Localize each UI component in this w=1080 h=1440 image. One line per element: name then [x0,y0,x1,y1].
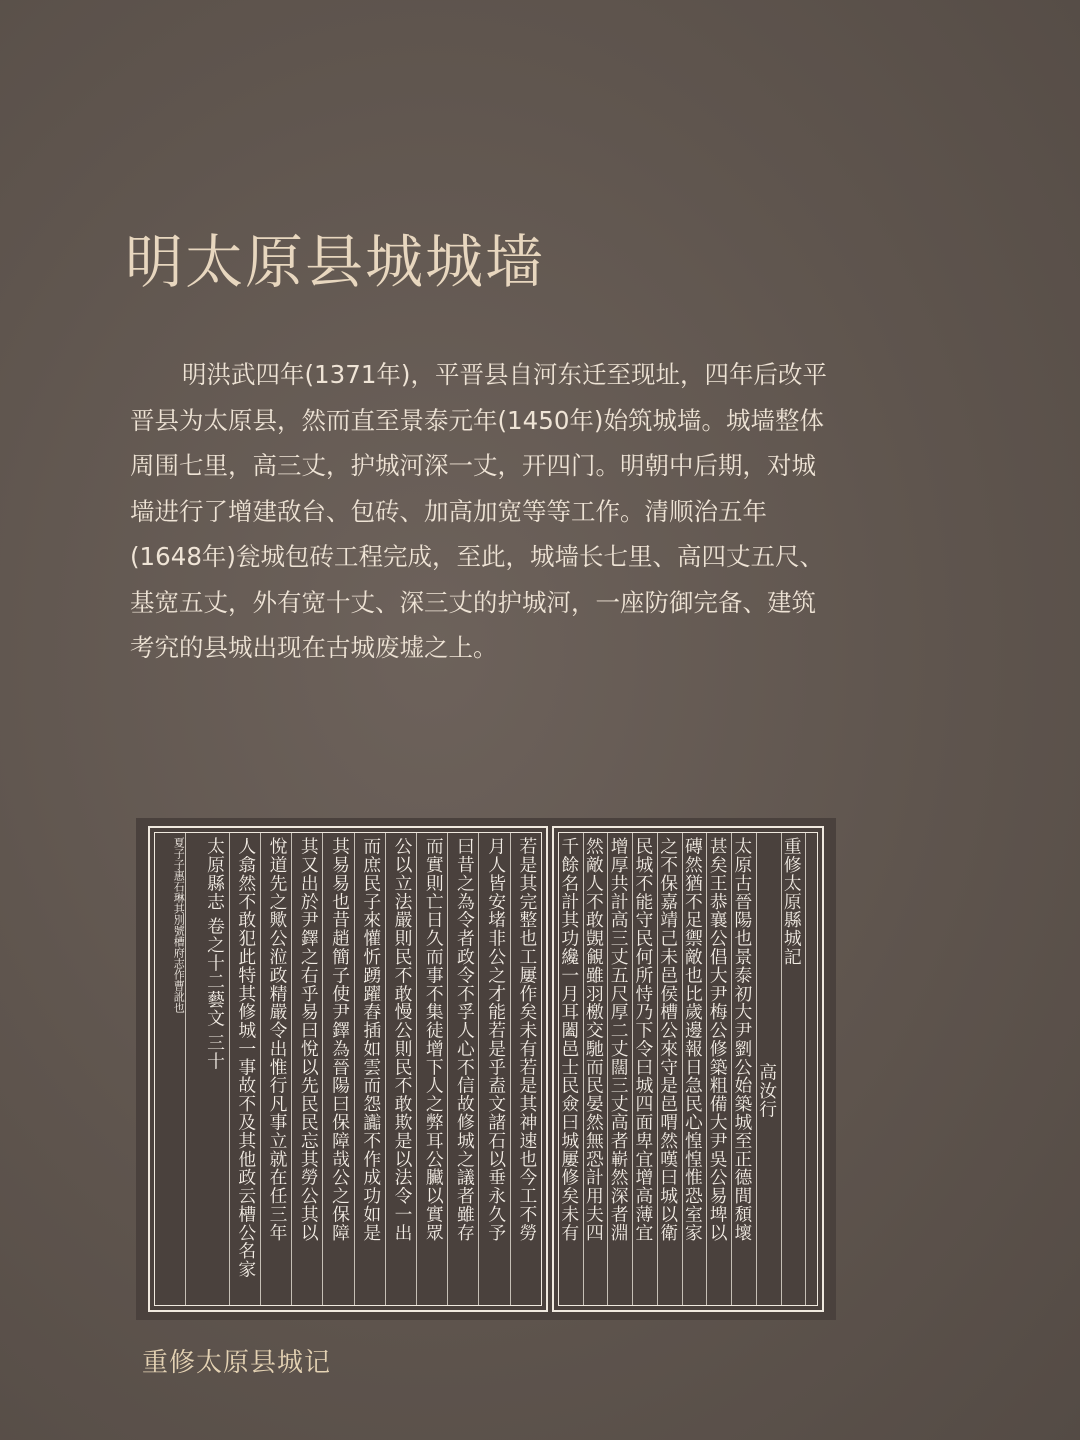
document-right-page [552,826,824,1312]
book-title: 太原縣志 [204,837,226,911]
document-title: 重修太原縣城記 [781,833,806,1305]
text-column: 太原古晉陽也景泰初大尹劉公始築城至正德間頹壞 [731,833,756,1305]
panel-title: 明太原县城城墙 [125,228,546,296]
text-column: 月人皆安堵非公之才能若是乎盍文諸石以垂永久予 [478,833,509,1305]
blank-column [805,833,817,1305]
body-line: 明洪武四年(1371年)，平晋县自河东迁至现址，四年后改平 [182,360,827,389]
body-line: (1648年)瓮城包砖工程完成，至此，城墙长七里、高四丈五尺、 [130,542,824,571]
document-caption: 重修太原县城记 [142,1348,332,1378]
body-line: 周围七里，高三丈，护城河深一丈，开四门。明朝中后期，对城 [130,451,816,480]
text-column: 磚然猶不足禦敵也比歲邊報日急民心惶惶惟恐室家 [682,833,707,1305]
margin-note: 夏子子惠石琳其別號槽府志作曹訛也 [172,837,186,1013]
text-column: 增厚共計高三丈五尺厚二丈闊三丈高者嶄然深者淵 [607,833,632,1305]
page-number: 三十 [204,1033,226,1071]
body-line: 基宽五丈，外有宽十丈、深三丈的护城河，一座防御完备、建筑 [130,587,816,617]
body-line: 晋县为太原县，然而直至景泰元年(1450年)始筑城墙。城墙整体 [130,405,824,435]
text-column: 然敵人不敢覬覦雖羽檄交馳而民晏然無恐計用夫四 [583,833,608,1305]
text-column: 若是其完整也工屢作矣未有若是其神速也今工不勞 [510,833,541,1305]
text-column: 曰昔之為令者政令不孚人心不信故修城之議者雖存 [447,833,478,1305]
text-column: 而庶民子來懽忻踴躍舂插如雲而怨讟不作成功如是 [354,833,385,1305]
text-column: 之不保嘉靖己未邑侯槽公來守是邑喟然嘆曰城以衛 [657,833,682,1305]
text-column: 甚矣王恭襄公倡大尹梅公修築粗備大尹吳公易埤以 [706,833,731,1305]
document-author: 高汝行 [756,833,781,1305]
page-margin-column [185,833,228,1305]
text-column: 而實則亡日久而事不集徒增下人之弊耳公臟以實眾 [416,833,447,1305]
chapter-label: 卷之十二藝文 [204,916,226,1028]
text-column: 公以立法嚴則民不敢慢公則民不敢欺是以法令一出 [385,833,416,1305]
panel-body [130,352,930,671]
text-column: 其又出於尹鐸之右乎易曰悅以先民民忘其勞公其以 [291,833,322,1305]
text-column: 人翕然不敢犯此特其修城一事故不及其他政云槽公名家 [229,833,260,1305]
text-column: 其易易也昔趙簡子使尹鐸為晉陽曰保障哉公之保障 [322,833,353,1305]
document-scan [136,818,836,1320]
body-line: 考究的县城出现在古城废墟之上。 [130,633,498,662]
text-column: 民城不能守民何所恃乃下令曰城四面卑宜增高薄宜 [632,833,657,1305]
document-left-page [148,826,548,1312]
text-column: 千餘名計其功纔一月耳闔邑士民僉曰城屢修矣未有 [558,837,580,1242]
body-line: 墙进行了增建敌台、包砖、加高加宽等等工作。清顺治五年 [130,496,767,526]
text-column: 悅道先之歟公涖政精嚴令出惟行凡事立就在任三年 [260,833,291,1305]
